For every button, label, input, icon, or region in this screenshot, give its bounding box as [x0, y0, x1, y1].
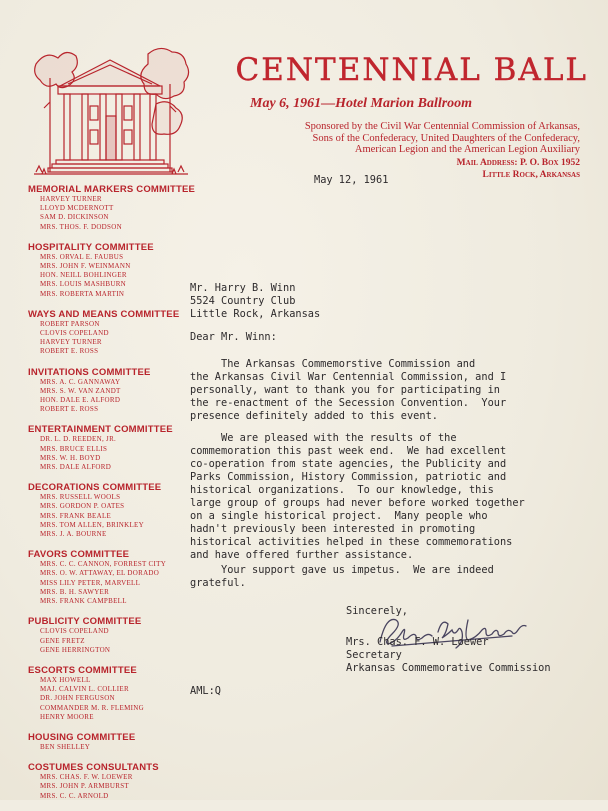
committee-member: GENE FRETZ [40, 636, 85, 645]
mail-city-line: Little Rock, Arkansas [482, 170, 580, 180]
body-paragraph-3: Your support gave us impetus. We are indeed grateful. [190, 564, 494, 589]
committee-member: GENE HERRINGTON [40, 645, 111, 654]
committee-member: MRS. THOS. F. DODSON [40, 222, 122, 231]
committee-name: INVITATIONS COMMITTEE [28, 366, 151, 378]
mail-address-line: Mail Address: P. O. Box 1952 [456, 158, 580, 168]
committee-name: HOSPITALITY COMMITTEE [28, 241, 154, 253]
committee-member: MRS. A. C. GANNAWAY [40, 377, 121, 386]
committee-member: CLOVIS COPELAND [40, 329, 109, 338]
committee-member: MRS. W. H. BOYD [40, 453, 101, 462]
committee-member: MRS. CHAS. F. W. LOEWER [40, 773, 133, 782]
committee-member: HARVEY TURNER [40, 195, 102, 203]
committee-member: BEN SHELLEY [40, 742, 91, 751]
committee-member: MRS. FRANK BEALE [40, 511, 112, 520]
committee-ways-and-means [28, 309, 203, 357]
event-title: CENTENNIAL BALL [235, 52, 588, 88]
committee-member: MRS. DALE ALFORD [40, 463, 112, 472]
committee-member: MRS. TOM ALLEN, BRINKLEY [40, 520, 144, 529]
committee-name: HOUSING COMMITTEE [28, 731, 136, 743]
committee-member: MISS LILY PETER, MARVELL [40, 578, 141, 587]
committee-member: HON. DALE E. ALFORD [40, 396, 121, 405]
signer-block: Mrs. Chas. F. W. Loewer Secretary Arkansas Commemorative Commission [346, 636, 551, 674]
typist-initials: AML:Q [190, 685, 221, 697]
committee-member: MAJ. CALVIN L. COLLIER [40, 685, 129, 694]
committee-member: MRS. JOHN P. ARMBURST [40, 782, 129, 791]
committee-member: LLOYD MCDERNOTT [40, 204, 114, 213]
letter-date: May 12, 1961 [314, 174, 389, 186]
committee-member: MRS. O. W. ATTAWAY, EL DORADO [40, 569, 160, 578]
committee-member: MRS. S. W. VAN ZANDT [40, 386, 121, 395]
committee-entertainment [28, 424, 203, 472]
committee-member: MRS. C. C. CANNON, FORREST CITY [40, 560, 167, 569]
committee-sidebar [28, 184, 203, 811]
committee-member: MRS. BRUCE ELLIS [40, 444, 108, 453]
committee-member: MRS. GORDON P. OATES [40, 502, 125, 511]
committee-member: DR. L. D. REEDEN, JR. [40, 435, 117, 444]
committee-name: PUBLICITY COMMITTEE [28, 616, 142, 628]
committee-hospitality [28, 242, 203, 299]
committee-member: MRS. LOUIS MASHBURN [40, 280, 127, 289]
sponsor-line: Sons of the Confederacy, United Daughters of the Confederacy, [312, 132, 580, 144]
committee-member: MRS. C. C. ARNOLD [40, 791, 109, 800]
committee-memorial-markers [28, 184, 203, 232]
committee-member: ROBERT E. ROSS [40, 347, 99, 356]
committee-member: ROBERT PARSON [40, 319, 100, 328]
committee-member: HARVEY TURNER [40, 338, 102, 347]
recipient-address: Mr. Harry B. Winn 5524 Country Club Little Rock, Arkansas [190, 282, 321, 320]
committee-member: HENRY MOORE [40, 712, 94, 721]
committee-name: DECORATIONS COMMITTEE [28, 482, 162, 494]
committee-member: MRS. ORVAL E. FAUBUS [40, 252, 124, 261]
committee-decorations [28, 482, 203, 539]
committee-member: DR. JOHN FERGUSON [40, 694, 115, 703]
salutation: Dear Mr. Winn: [190, 331, 277, 343]
committee-member: HON. NEILL BOHLINGER [40, 271, 127, 280]
body-paragraph-2: We are pleased with the results of the commemoration this past week end. We had excellent co-operation from state agencies, the Publicity and Parks Commission, History Commission, patriotic and historical organizations. To our knowledge, this large group of groups had never before worked together on a single historical project. Many people who hadn't previously been interested in promoting historical activities helped in these commemorations and have offered further assistance. [190, 432, 525, 561]
event-subtitle: May 6, 1961—Hotel Marion Ballroom [250, 96, 473, 111]
committee-member: SAM D. DICKINSON [40, 213, 109, 222]
committee-name: ESCORTS COMMITTEE [28, 664, 137, 676]
sponsor-block [260, 121, 580, 156]
committee-name: FAVORS COMMITTEE [28, 549, 130, 561]
body-paragraph-1: The Arkansas Commemorstive Commission and the Arkansas Civil War Centennial Commission, and I personally, want to thank you for participating in the re-enactment of the Secession Convention. Your presence definitely added to this event. [190, 358, 507, 422]
committee-member: MRS. ROBERTA MARTIN [40, 289, 125, 298]
committee-member: ROBERT E. ROSS [40, 405, 99, 414]
committee-member: CLOVIS COPELAND [40, 627, 109, 636]
sponsor-line: Sponsored by the Civil War Centennial Commission of Arkansas, [304, 121, 580, 132]
committee-escorts [28, 665, 203, 722]
committee-member: MRS. FRANK CAMPBELL [40, 597, 127, 606]
closing: Sincerely, [346, 605, 408, 617]
committee-favors [28, 549, 203, 606]
committee-member: COMMANDER M. R. FLEMING [40, 703, 144, 712]
committee-member: MAX HOWELL [40, 675, 91, 684]
committee-name: MEMORIAL MARKERS COMMITTEE [28, 184, 196, 195]
committee-name: COSTUMES CONSULTANTS [28, 762, 159, 774]
mail-address-block [380, 157, 580, 181]
committee-name: ENTERTAINMENT COMMITTEE [28, 424, 173, 436]
sponsor-line: American Legion and the American Legion Auxiliary [354, 144, 580, 155]
committee-publicity [28, 616, 203, 655]
committee-member: MRS. JOHN F. WEINMANN [40, 262, 131, 271]
committee-member: MRS. RUSSELL WOOLS [40, 493, 121, 502]
committee-invitations [28, 367, 203, 415]
committee-costumes [28, 762, 203, 801]
committee-name: WAYS AND MEANS COMMITTEE [28, 308, 180, 320]
capitol-building-illustration [30, 44, 192, 178]
committee-member: MRS. J. A. BOURNE [40, 530, 107, 539]
committee-housing [28, 732, 203, 752]
committee-member: MRS. B. H. SAWYER [40, 587, 110, 596]
